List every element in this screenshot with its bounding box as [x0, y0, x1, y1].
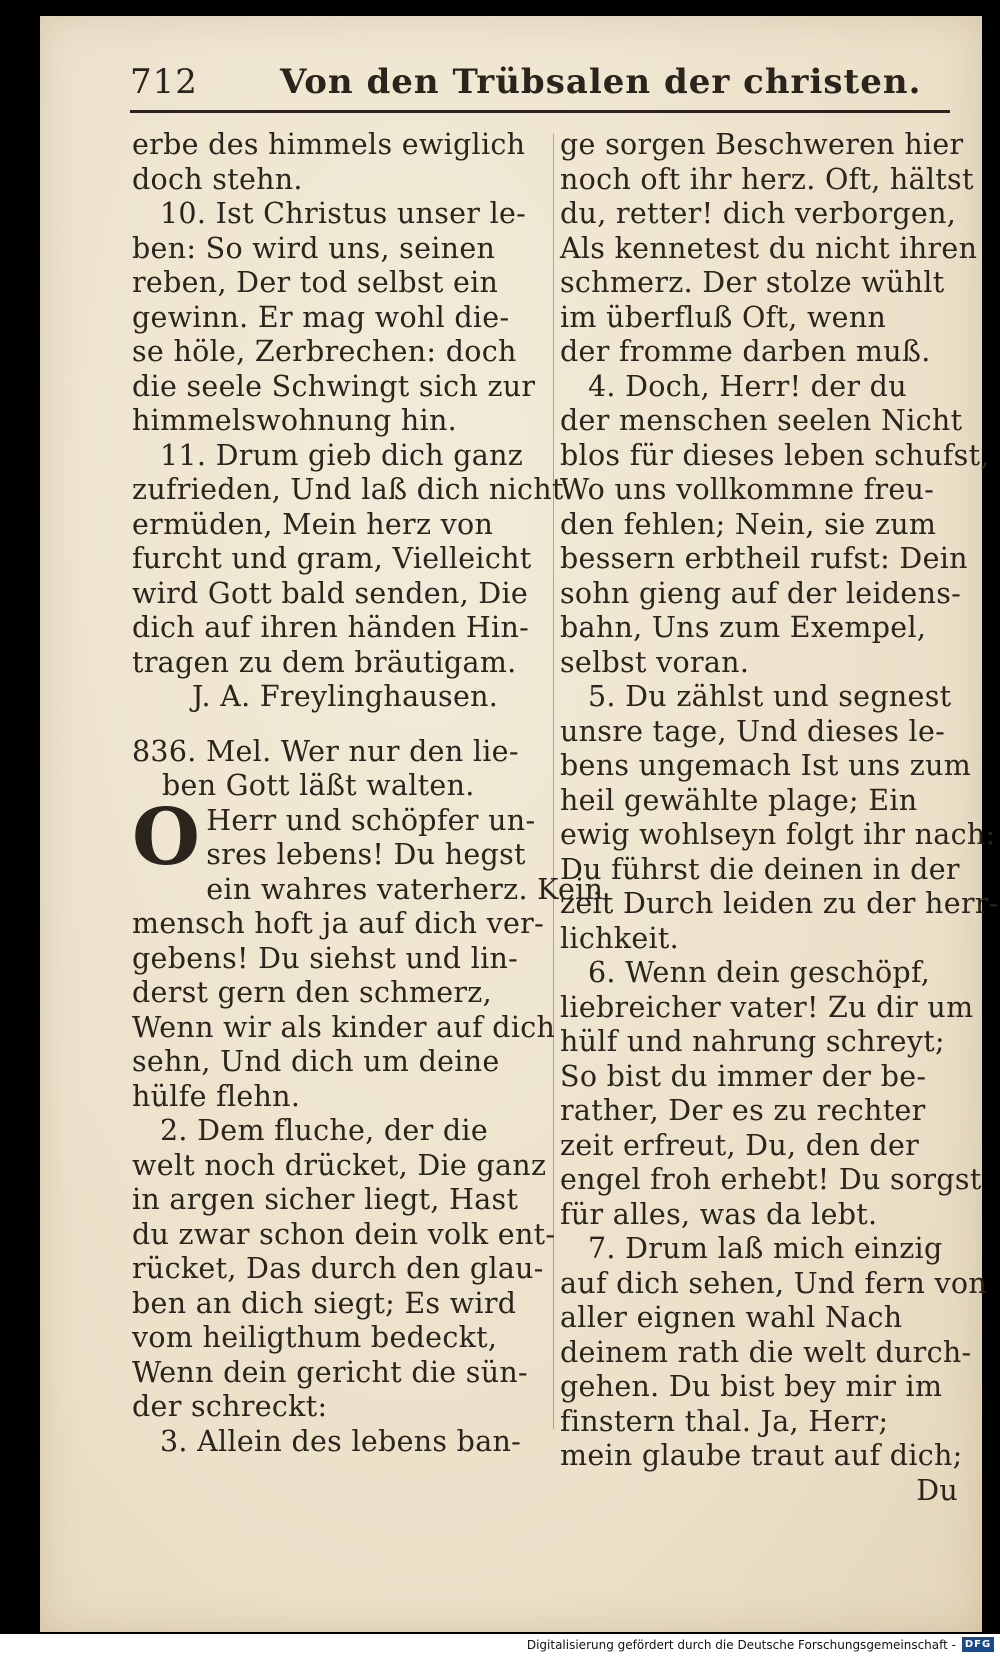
text-line: du zwar schon dein volk ent-: [132, 1217, 556, 1251]
text-line: noch oft ihr herz. Oft, hältst: [560, 162, 974, 196]
digitization-footer: [0, 1634, 1000, 1656]
text-line: bahn, Uns zum Exempel,: [560, 611, 927, 644]
text-line: auf dich sehen, Und fern von: [560, 1266, 988, 1300]
text-line: lichkeit.: [560, 921, 680, 955]
text-line: zeit erfreut, Du, den der: [560, 1128, 920, 1162]
hymn-heading: 836. Mel. Wer nur den lie-: [132, 734, 519, 768]
text-line: aller eignen wahl Nach: [560, 1301, 903, 1334]
text-line: liebreicher vater! Zu dir um: [560, 990, 974, 1024]
text-line: furcht und gram, Vielleicht: [132, 542, 532, 575]
text-line: ben an dich siegt; Es wird: [132, 1286, 517, 1320]
spacer: [132, 715, 562, 735]
text-line: welt noch drücket, Die ganz: [132, 1148, 547, 1182]
running-head: [130, 50, 950, 113]
text-line: Herr und schöpfer un-: [206, 803, 536, 837]
text-line: hülfe flehn.: [132, 1079, 301, 1113]
text-line: vom heiligthum bedeckt,: [132, 1321, 498, 1354]
verse-start-7: 7. Drum laß mich einzig: [588, 1232, 943, 1265]
footer-credit: Digitalisierung gefördert durch die Deutsche Forschungsgemeinschaft -: [526, 1638, 956, 1652]
text-line: bens ungemach Ist uns zum: [560, 749, 972, 782]
text-line: Als kennetest du nicht ihren: [560, 231, 978, 265]
text-line: reben, Der tod selbst ein: [132, 266, 499, 299]
text-line: dich auf ihren händen Hin-: [132, 611, 530, 644]
text-line: Wo uns vollkommne freu-: [560, 473, 935, 506]
text-line: heil gewählte plage; Ein: [560, 783, 918, 817]
left-column: [132, 128, 604, 1459]
text-line: erbe des himmels ewiglich: [132, 128, 526, 161]
right-column: [560, 128, 1000, 1508]
book-page: [40, 16, 999, 1632]
verse-start-4: 4. Doch, Herr! der du: [588, 369, 907, 403]
text-line: unsre tage, Und dieses le-: [560, 714, 946, 748]
text-line: ein wahres vaterherz. Kein: [206, 872, 604, 906]
text-line: hülf und nahrung schreyt;: [560, 1025, 945, 1058]
page-number: 712: [130, 62, 198, 102]
text-line: engel froh erhebt! Du sorgst: [560, 1163, 982, 1196]
verse-start-6: 6. Wenn dein geschöpf,: [588, 956, 931, 989]
text-line: der fromme darben muß.: [560, 335, 931, 368]
text-line: doch stehn.: [132, 162, 303, 196]
hymn-author: J. A. Freylinghausen.: [192, 680, 499, 713]
text-line: der menschen seelen Nicht: [560, 404, 963, 437]
catchword: Du: [916, 1473, 958, 1507]
text-line: du, retter! dich verborgen,: [560, 197, 957, 230]
text-line: ermüden, Mein herz von: [132, 507, 494, 541]
text-line: sohn gieng auf der leidens-: [560, 576, 962, 610]
text-line: im überfluß Oft, wenn: [560, 300, 887, 334]
text-line: ge sorgen Beschweren hier: [560, 128, 964, 161]
text-line: blos für dieses leben schufst,: [560, 438, 990, 472]
text-line: sres lebens! Du hegst: [206, 838, 526, 871]
verse-start-10: 10. Ist Christus unser le-: [160, 197, 527, 230]
text-line: die seele Schwingt sich zur: [132, 369, 536, 403]
text-line: der schreckt:: [132, 1390, 328, 1423]
text-line: in argen sicher liegt, Hast: [132, 1183, 519, 1216]
text-line: ben: So wird uns, seinen: [132, 231, 496, 265]
dfg-logo-icon: DFG: [962, 1637, 994, 1652]
hymn-heading: ben Gott läßt walten.: [162, 769, 475, 802]
verse-start-11: 11. Drum gieb dich ganz: [160, 438, 524, 472]
text-line: rather, Der es zu rechter: [560, 1094, 926, 1127]
text-line: finstern thal. Ja, Herr;: [560, 1404, 889, 1438]
verse-start-2: 2. Dem fluche, der die: [160, 1114, 488, 1147]
text-line: gewinn. Er mag wohl die-: [132, 300, 510, 334]
text-line: Du führst die deinen in der: [560, 852, 960, 886]
text-line: gebens! Du siehst und lin-: [132, 941, 519, 975]
text-line: tragen zu dem bräutigam.: [132, 645, 517, 679]
text-line: zeit Durch leiden zu der herr-: [560, 887, 999, 920]
text-line: den fehlen; Nein, sie zum: [560, 507, 937, 541]
text-line: bessern erbtheil rufst: Dein: [560, 542, 968, 575]
text-line: So bist du immer der be-: [560, 1059, 927, 1093]
text-line: rücket, Das durch den glau-: [132, 1252, 544, 1285]
text-line: schmerz. Der stolze wühlt: [560, 266, 945, 299]
text-line: mein glaube traut auf dich;: [560, 1439, 963, 1472]
text-line: ewig wohlseyn folgt ihr nach:: [560, 818, 996, 851]
text-line: zufrieden, Und laß dich nicht: [132, 473, 564, 506]
text-line: se höle, Zerbrechen: doch: [132, 335, 517, 368]
text-line: deinem rath die welt durch-: [560, 1335, 972, 1369]
text-line: für alles, was da lebt.: [560, 1197, 878, 1231]
text-line: wird Gott bald senden, Die: [132, 576, 529, 610]
drop-initial: O: [132, 791, 201, 883]
text-line: gehen. Du bist bey mir im: [560, 1370, 943, 1403]
text-line: Wenn dein gericht die sün-: [132, 1355, 528, 1389]
text-line: derst gern den schmerz,: [132, 976, 492, 1009]
text-line: sehn, Und dich um deine: [132, 1045, 500, 1078]
text-line: selbst voran.: [560, 645, 750, 679]
verse-start-5: 5. Du zählst und segnest: [588, 680, 952, 713]
page-title: Von den Trübsalen der christen.: [280, 62, 922, 102]
text-line: Wenn wir als kinder auf dich: [132, 1010, 556, 1044]
text-line: himmelswohnung hin.: [132, 404, 457, 437]
hymn-first-stanza: [132, 791, 562, 883]
verse-start-3: 3. Allein des lebens ban-: [160, 1424, 522, 1458]
text-line: mensch hoft ja auf dich ver-: [132, 907, 545, 940]
